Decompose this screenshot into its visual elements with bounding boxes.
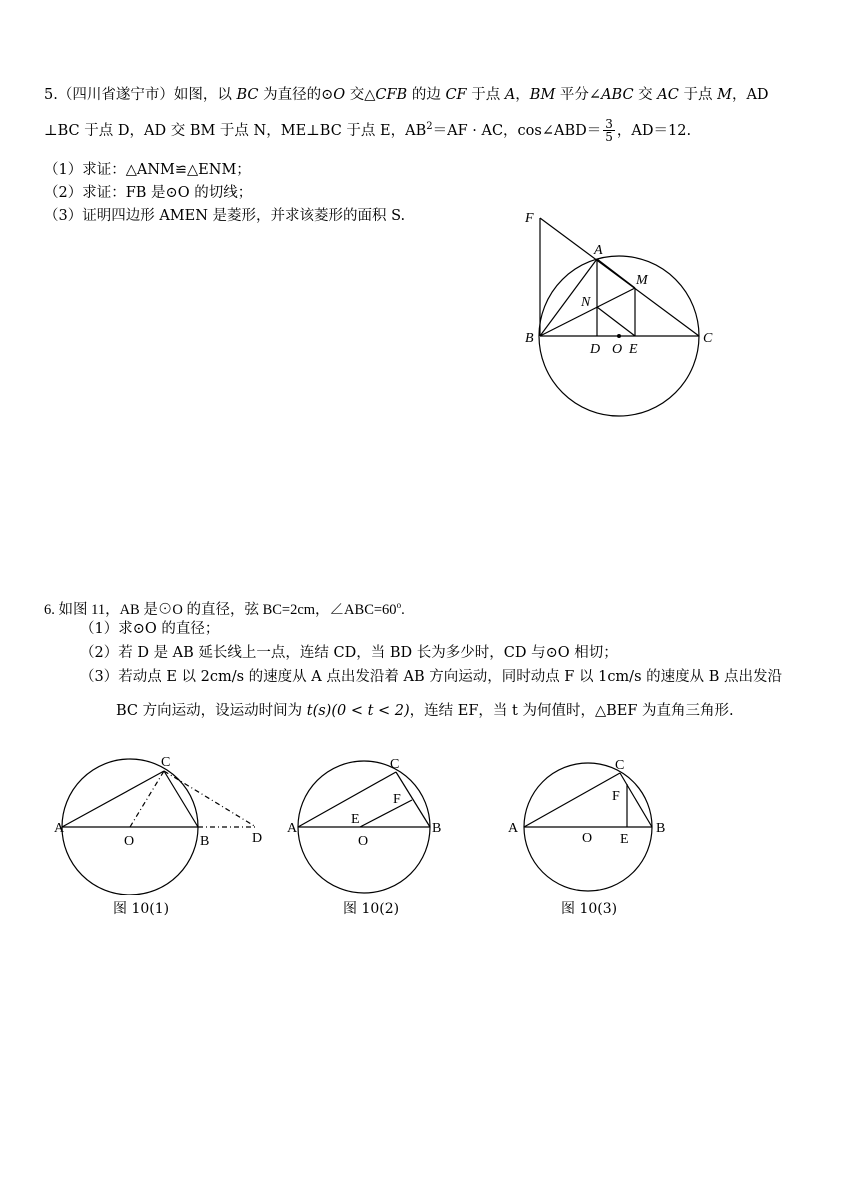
- label-f: F: [612, 789, 620, 804]
- label-a: A: [287, 821, 298, 836]
- problem5-line1: [44, 86, 769, 104]
- label-c: C: [161, 755, 171, 770]
- fraction-denominator: 5: [605, 130, 613, 145]
- p5-text: 5.（四川省遂宁市）如图，以: [44, 87, 237, 103]
- label-o: O: [612, 342, 623, 357]
- problem6-title: [44, 596, 405, 619]
- label-b: B: [432, 821, 442, 836]
- p5-text: 交△: [345, 87, 376, 103]
- figure10-1: [50, 750, 275, 895]
- p6-text: BC 方向运动，设运动时间为: [116, 703, 307, 719]
- p5-var: BM: [529, 87, 556, 103]
- segment-cb: [396, 772, 430, 827]
- p5-text: ⊥BC 于点 D，AD 交 BM 于点 N，ME⊥BC 于点 E，AB: [44, 122, 427, 139]
- problem6-q2: （2）若 D 是 AB 延长线上一点，连结 CD，当 BD 长为多少时，CD 与⊙O 相切；: [80, 645, 618, 661]
- label-d: D: [590, 342, 601, 357]
- label-a: A: [508, 821, 519, 836]
- caption-fig10-1: 图 10(1): [113, 901, 170, 917]
- p5-text: 于点: [466, 87, 505, 103]
- segment-oc-dashed: [130, 771, 164, 827]
- p5-text: ，AD: [731, 87, 769, 103]
- p5-text: ，: [515, 87, 530, 103]
- problem6-q1: （1）求⊙O 的直径；: [80, 621, 220, 637]
- figure10-3: [505, 750, 675, 895]
- p5-var: A: [504, 87, 516, 103]
- label-f: F: [393, 792, 401, 807]
- problem5-line2: [44, 118, 691, 143]
- segment-ac: [62, 771, 164, 827]
- p5-var: AC: [657, 87, 679, 103]
- p5-text: 于点: [678, 87, 718, 103]
- figure10-2: [283, 750, 453, 895]
- label-b: B: [525, 331, 534, 346]
- label-o: O: [358, 834, 369, 849]
- p6-text: 6. 如图 11，AB 是⊙O 的直径，弦 BC=2cm，∠ABC=60: [44, 601, 397, 618]
- p5-var: BC: [236, 87, 259, 103]
- p5-text: 的边: [407, 87, 446, 103]
- p5-text: ，AD＝12.: [616, 122, 692, 139]
- segment-cd-dashed: [164, 771, 256, 827]
- segment-cb: [164, 771, 198, 827]
- p5-text: 为直径的⊙: [258, 87, 334, 103]
- label-e: E: [620, 832, 629, 847]
- p5-text: 平分∠: [555, 87, 602, 103]
- label-o: O: [582, 831, 593, 846]
- label-e: E: [351, 812, 360, 827]
- segment-ac: [524, 773, 620, 827]
- figure5-diagram: [515, 205, 725, 420]
- fraction: [603, 118, 615, 143]
- problem5-q3: （3）证明四边形 AMEN 是菱形，并求该菱形的面积 S.: [44, 208, 406, 224]
- label-n: N: [581, 295, 591, 310]
- label-a: A: [54, 821, 65, 836]
- problem5-q1: （1）求证：△ANM≌△ENM；: [44, 162, 251, 178]
- fraction-numerator: 3: [605, 117, 613, 132]
- caption-fig10-2: 图 10(2): [343, 901, 400, 917]
- label-a: A: [594, 243, 603, 258]
- problem6-q3b: [116, 702, 734, 720]
- problem6-q3a: （3）若动点 E 以 2cm/s 的速度从 A 点出发沿着 AB 方向运动，同时动点 F 以 1cm/s 的速度从 B 点出发沿: [80, 669, 782, 685]
- label-c: C: [703, 331, 713, 346]
- label-c: C: [615, 758, 625, 773]
- segment-ac: [298, 772, 396, 827]
- p5-text: ＝AF · AC，cos∠ABD＝: [432, 122, 602, 139]
- label-o: O: [124, 834, 135, 849]
- center-point: [617, 334, 621, 338]
- label-d: D: [252, 831, 263, 846]
- p6-text: .: [401, 601, 405, 618]
- p5-var: ABC: [601, 87, 634, 103]
- label-c: C: [390, 757, 400, 772]
- segment-am: [597, 259, 635, 288]
- segment-ef: [360, 800, 412, 827]
- segment-cb: [620, 773, 652, 827]
- p6-math: t(s)(0 < t < 2): [306, 703, 410, 719]
- p5-text: 交: [633, 87, 658, 103]
- problem5-q2: （2）求证：FB 是⊙O 的切线；: [44, 185, 253, 201]
- label-e: E: [629, 342, 638, 357]
- degree-mark: o: [396, 600, 402, 610]
- label-m: M: [636, 273, 648, 288]
- p5-var: O: [333, 87, 346, 103]
- p5-superscript: 2: [426, 121, 433, 132]
- caption-fig10-3: 图 10(3): [561, 901, 618, 917]
- p5-var: CFB: [375, 87, 408, 103]
- p6-text: ，连结 EF，当 t 为何值时，△BEF 为直角三角形.: [409, 703, 734, 719]
- p5-var: CF: [445, 87, 467, 103]
- label-b: B: [656, 821, 666, 836]
- segment-ne: [597, 307, 635, 336]
- p5-var: M: [717, 87, 732, 103]
- segment-fc: [540, 218, 699, 336]
- label-f: F: [525, 211, 534, 226]
- label-b: B: [200, 834, 210, 849]
